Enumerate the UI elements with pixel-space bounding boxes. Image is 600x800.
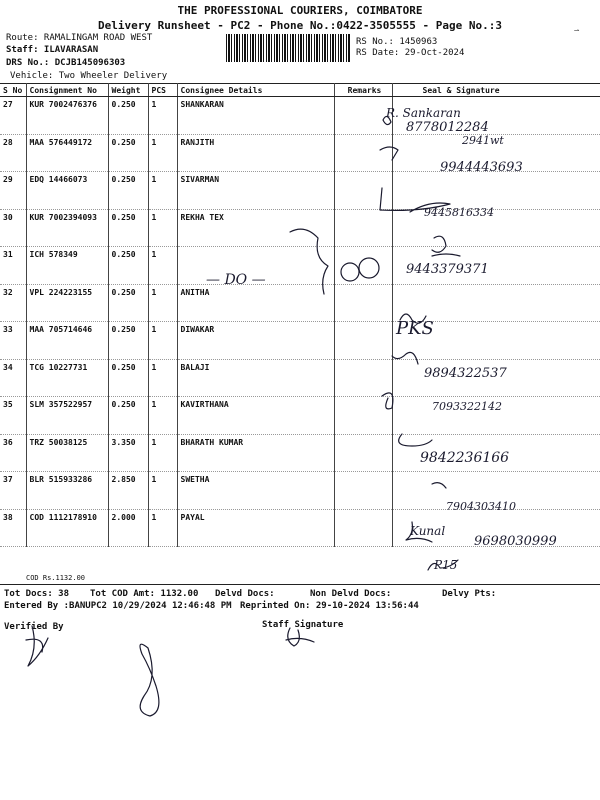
cell-consignee: REKHA TEX [177,209,334,247]
cell-weight: 0.250 [108,172,148,210]
cell-pcs: 1 [148,97,177,135]
cell-weight: 0.250 [108,209,148,247]
cell-remarks [334,247,392,285]
cell-remarks [334,472,392,510]
cell-weight: 3.350 [108,434,148,472]
col-header-signature: Seal & Signature [392,84,600,97]
cell-consignment: TCG 10227731 [26,359,108,397]
entered-by: Entered By :BANUPC2 10/29/2024 12:46:48 PM [4,601,232,611]
cell-sno: 31 [0,247,26,285]
total-docs: Tot Docs: 38 [4,589,70,599]
table-header-row [0,84,600,97]
cell-consignment: KUR 7002394093 [26,209,108,247]
cell-pcs: 1 [148,284,177,322]
hand-phone-row-35: 9842236166 [420,450,510,466]
cell-consignment: MAA 705714646 [26,322,108,360]
table-row [0,97,600,135]
cell-sno: 37 [0,472,26,510]
cell-remarks [334,359,392,397]
runsheet-subtitle: Delivery Runsheet - PC2 - Phone No.:0422-3505555 - Page No.:3 [98,19,502,32]
corner-arrow-icon: ⇀ [574,26,580,36]
non-delivered-docs: Non Delvd Docs: [310,589,392,599]
col-header-consignee: Consignee Details [177,84,334,97]
cell-consignment: BLR 515933286 [26,472,108,510]
hand-phone-row-31: 9443379371 [406,262,489,277]
cell-pcs: 1 [148,359,177,397]
cell-consignment: COD 1112178910 [26,509,108,547]
hand-phone-row-33: 9894322537 [424,366,507,381]
cell-pcs: 1 [148,322,177,360]
footer-divider [0,584,600,585]
table-row [0,209,600,247]
cell-weight: 0.250 [108,97,148,135]
cell-sno: 34 [0,359,26,397]
cell-sno: 38 [0,509,26,547]
cell-weight: 0.250 [108,134,148,172]
cell-signature [392,172,600,210]
cell-consignee: BHARATH KUMAR [177,434,334,472]
cell-pcs: 1 [148,134,177,172]
hand-phone-row-37: 9698030999 [474,534,557,549]
drs-number: DRS No.: DCJB145096303 [6,58,126,68]
table-row [0,247,600,285]
vehicle-label: Vehicle: Two Wheeler Delivery [10,71,168,81]
staff-label: Staff: ILAVARASAN [6,45,99,55]
cod-note: COD Rs.1132.00 [26,574,86,582]
cell-remarks [334,284,392,322]
hand-name-row-27: R. Sankaran [386,106,461,120]
cell-consignment: TRZ 50038125 [26,434,108,472]
cell-consignee: SWETHA [177,472,334,510]
hand-initials-row-32: PKS [396,318,434,339]
cell-consignee: BALAJI [177,359,334,397]
cell-sno: 27 [0,97,26,135]
col-header-sno: S No [0,84,26,97]
cell-weight: 0.250 [108,322,148,360]
cell-consignee: SHANKARAN [177,97,334,135]
company-title: THE PROFESSIONAL COURIERS, COIMBATORE [177,4,423,17]
cell-remarks [334,509,392,547]
cell-pcs: 1 [148,472,177,510]
hand-initials-row-38: P15 [434,558,458,572]
cell-sno: 32 [0,284,26,322]
cell-sno: 36 [0,434,26,472]
hand-ditto-row-31: — DO — [206,272,266,288]
table-row [0,284,600,322]
cell-remarks [334,397,392,435]
col-header-remarks: Remarks [334,84,392,97]
cell-weight: 2.000 [108,509,148,547]
cell-consignment: KUR 7002476376 [26,97,108,135]
cell-sno: 29 [0,172,26,210]
cell-weight: 2.850 [108,472,148,510]
cell-weight: 0.250 [108,247,148,285]
cell-remarks [334,209,392,247]
staff-signature-label: Staff Signature [262,620,344,630]
cell-pcs: 1 [148,209,177,247]
cell-weight: 0.250 [108,359,148,397]
cell-consignee: ANITHA [177,284,334,322]
cell-remarks [334,134,392,172]
staff-signature-scribble [286,628,314,646]
hand-phone-row-29: 9445816334 [424,206,494,219]
cell-consignment: ICH 578349 [26,247,108,285]
table-row [0,172,600,210]
cell-sno: 30 [0,209,26,247]
verified-by-signature [26,626,48,666]
cell-consignee: KAVIRTHANA [177,397,334,435]
cell-consignment: EDQ 14466073 [26,172,108,210]
cell-pcs: 1 [148,247,177,285]
verified-by-scribble [140,644,159,716]
cell-pcs: 1 [148,434,177,472]
delivery-points: Delvy Pts: [442,589,497,599]
cell-consignee: RANJITH [177,134,334,172]
cell-sno: 33 [0,322,26,360]
cell-consignee: DIWAKAR [177,322,334,360]
hand-phone-row-27: 8778012284 [406,120,489,135]
cell-remarks [334,172,392,210]
col-header-pcs: PCS [148,84,177,97]
hand-note-row-27: 2941wt [462,134,504,147]
table-row [0,322,600,360]
reprinted-on: Reprinted On: 29-10-2024 13:56:44 [240,601,419,611]
cell-consignment: SLM 357522957 [26,397,108,435]
cell-remarks [334,322,392,360]
table-row [0,434,600,472]
cell-pcs: 1 [148,509,177,547]
rs-number: RS No.: 1450963 [356,37,438,47]
table-row [0,397,600,435]
cell-signature [392,284,600,322]
cell-pcs: 1 [148,397,177,435]
cell-weight: 0.250 [108,284,148,322]
rs-date: RS Date: 29-Oct-2024 [356,48,465,58]
cell-sno: 35 [0,397,26,435]
col-header-consignment: Consignment No [26,84,108,97]
route-label: Route: RAMALINGAM ROAD WEST [6,33,153,43]
hand-phone-row-36: 7904303410 [446,500,516,513]
runsheet-table [0,83,600,547]
cell-remarks [334,434,392,472]
cell-consignment: VPL 224223155 [26,284,108,322]
total-cod-amount: Tot COD Amt: 1132.00 [90,589,199,599]
cell-remarks [334,97,392,135]
hand-name-row-37: Kunal [410,524,446,538]
cell-pcs: 1 [148,172,177,210]
barcode-icon [226,34,350,62]
delivered-docs: Delvd Docs: [215,589,275,599]
hand-phone-row-34: 7093322142 [432,400,502,413]
cell-consignment: MAA 576449172 [26,134,108,172]
cell-consignee: SIVARMAN [177,172,334,210]
cell-sno: 28 [0,134,26,172]
col-header-weight: Weight [108,84,148,97]
cell-consignee: PAYAL [177,509,334,547]
table-row [0,359,600,397]
hand-phone-row-28: 9944443693 [440,160,523,175]
cell-weight: 0.250 [108,397,148,435]
verified-by-label: Verified By [4,622,64,632]
